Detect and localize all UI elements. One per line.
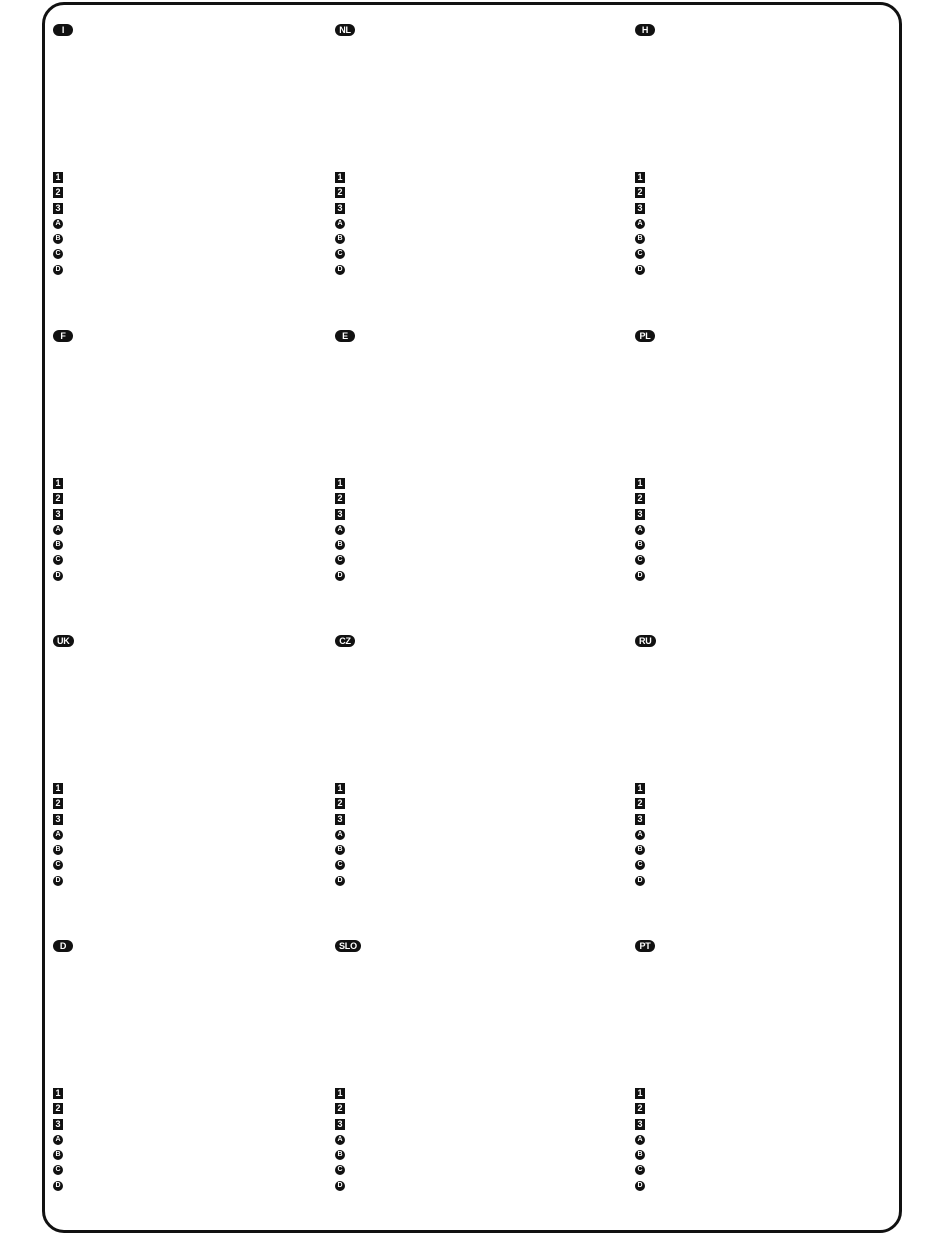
language-section-i [53, 24, 313, 324]
part-letter-marker: A [635, 219, 645, 229]
legend-item [635, 1149, 645, 1164]
step-number-marker: 1 [53, 478, 63, 489]
part-letter-marker: B [53, 845, 63, 855]
part-letter-marker: D [635, 265, 645, 275]
language-badge: H [635, 24, 655, 36]
language-badge: SLO [335, 940, 361, 952]
step-number-marker: 1 [53, 172, 63, 183]
legend-item [335, 248, 345, 263]
part-letter-marker: D [635, 1181, 645, 1191]
legend-item [53, 1180, 63, 1195]
legend-item [335, 172, 345, 187]
legend-item [53, 814, 63, 829]
language-badge: E [335, 330, 355, 342]
step-number-marker: 3 [335, 203, 345, 214]
legend-item [335, 814, 345, 829]
legend-item [635, 798, 645, 813]
legend-item [335, 187, 345, 202]
legend-item [635, 1088, 645, 1103]
legend-item [53, 844, 63, 859]
part-letter-marker: C [53, 1165, 63, 1175]
part-letter-marker: A [53, 1135, 63, 1145]
legend-item [53, 539, 63, 554]
part-letter-marker: C [635, 1165, 645, 1175]
legend-item [635, 509, 645, 524]
language-badge: PT [635, 940, 655, 952]
step-number-marker: 2 [53, 798, 63, 809]
legend-item [635, 814, 645, 829]
language-badge: D [53, 940, 73, 952]
legend-item [53, 478, 63, 493]
language-badge: RU [635, 635, 656, 647]
legend-item [53, 570, 63, 585]
step-number-marker: 3 [635, 1119, 645, 1130]
step-number-marker: 3 [635, 814, 645, 825]
part-letter-marker: C [635, 860, 645, 870]
legend-item [335, 570, 345, 585]
legend-item [335, 203, 345, 218]
language-section-slo [335, 940, 595, 1240]
language-badge: I [53, 24, 73, 36]
legend-item [53, 1149, 63, 1164]
legend-item [335, 1134, 345, 1149]
step-number-marker: 2 [635, 493, 645, 504]
step-number-marker: 2 [635, 187, 645, 198]
legend-item [335, 493, 345, 508]
part-letter-marker: B [53, 1150, 63, 1160]
step-number-marker: 2 [53, 1103, 63, 1114]
part-letter-marker: B [335, 540, 345, 550]
legend-item [335, 844, 345, 859]
part-letter-marker: C [53, 249, 63, 259]
language-badge: F [53, 330, 73, 342]
step-number-marker: 2 [53, 493, 63, 504]
step-number-marker: 2 [335, 493, 345, 504]
step-number-marker: 3 [335, 509, 345, 520]
part-letter-marker: B [635, 1150, 645, 1160]
part-letter-marker: A [53, 830, 63, 840]
legend-list [53, 783, 63, 890]
legend-item [635, 859, 645, 874]
part-letter-marker: A [53, 219, 63, 229]
step-number-marker: 1 [635, 1088, 645, 1099]
legend-item [53, 264, 63, 279]
legend-item [635, 844, 645, 859]
legend-item [53, 1134, 63, 1149]
part-letter-marker: C [335, 555, 345, 565]
legend-item [53, 493, 63, 508]
legend-list [335, 783, 345, 890]
legend-item [635, 172, 645, 187]
step-number-marker: 3 [53, 1119, 63, 1130]
step-number-marker: 1 [635, 172, 645, 183]
legend-list [53, 172, 63, 279]
part-letter-marker: D [53, 265, 63, 275]
legend-item [635, 248, 645, 263]
legend-item [53, 218, 63, 233]
legend-item [335, 218, 345, 233]
legend-item [53, 509, 63, 524]
legend-item [635, 1119, 645, 1134]
legend-item [335, 829, 345, 844]
legend-item [635, 203, 645, 218]
part-letter-marker: C [53, 555, 63, 565]
legend-item [335, 798, 345, 813]
language-badge: PL [635, 330, 655, 342]
step-number-marker: 1 [335, 783, 345, 794]
step-number-marker: 1 [335, 172, 345, 183]
legend-item [335, 1180, 345, 1195]
legend-item [53, 1088, 63, 1103]
step-number-marker: 2 [635, 798, 645, 809]
part-letter-marker: C [635, 249, 645, 259]
legend-list [635, 478, 645, 585]
legend-item [335, 875, 345, 890]
legend-item [53, 172, 63, 187]
part-letter-marker: C [53, 860, 63, 870]
step-number-marker: 3 [635, 203, 645, 214]
part-letter-marker: C [335, 249, 345, 259]
step-number-marker: 1 [635, 478, 645, 489]
legend-list [53, 1088, 63, 1195]
part-letter-marker: B [53, 234, 63, 244]
legend-item [635, 570, 645, 585]
legend-item [335, 859, 345, 874]
part-letter-marker: D [53, 571, 63, 581]
step-number-marker: 1 [635, 783, 645, 794]
legend-item [635, 829, 645, 844]
language-badge: CZ [335, 635, 355, 647]
part-letter-marker: C [335, 1165, 345, 1175]
part-letter-marker: A [335, 525, 345, 535]
step-number-marker: 3 [53, 203, 63, 214]
language-section-f [53, 330, 313, 630]
part-letter-marker: A [335, 219, 345, 229]
language-badge: NL [335, 24, 355, 36]
step-number-marker: 3 [53, 509, 63, 520]
legend-item [335, 478, 345, 493]
legend-item [635, 1164, 645, 1179]
step-number-marker: 3 [635, 509, 645, 520]
legend-item [635, 264, 645, 279]
language-section-ru [635, 635, 895, 935]
legend-item [335, 524, 345, 539]
legend-item [53, 203, 63, 218]
legend-item [335, 264, 345, 279]
legend-item [635, 783, 645, 798]
step-number-marker: 1 [335, 1088, 345, 1099]
part-letter-marker: B [335, 845, 345, 855]
step-number-marker: 2 [635, 1103, 645, 1114]
language-section-pt [635, 940, 895, 1240]
legend-item [335, 783, 345, 798]
legend-item [635, 478, 645, 493]
legend-list [635, 1088, 645, 1195]
language-section-d [53, 940, 313, 1240]
legend-item [635, 554, 645, 569]
legend-item [635, 524, 645, 539]
legend-item [635, 233, 645, 248]
legend-list [335, 478, 345, 585]
part-letter-marker: D [335, 876, 345, 886]
part-letter-marker: A [335, 830, 345, 840]
step-number-marker: 1 [53, 783, 63, 794]
legend-item [53, 859, 63, 874]
language-badge: UK [53, 635, 74, 647]
part-letter-marker: A [635, 1135, 645, 1145]
part-letter-marker: D [53, 876, 63, 886]
legend-list [53, 478, 63, 585]
legend-list [335, 1088, 345, 1195]
part-letter-marker: B [635, 234, 645, 244]
legend-item [635, 493, 645, 508]
language-section-e [335, 330, 595, 630]
legend-item [335, 1103, 345, 1118]
legend-item [53, 233, 63, 248]
legend-list [335, 172, 345, 279]
legend-item [53, 829, 63, 844]
step-number-marker: 2 [335, 798, 345, 809]
language-section-h [635, 24, 895, 324]
legend-item [635, 1180, 645, 1195]
legend-item [635, 1103, 645, 1118]
part-letter-marker: C [335, 860, 345, 870]
part-letter-marker: A [335, 1135, 345, 1145]
step-number-marker: 1 [335, 478, 345, 489]
legend-list [635, 783, 645, 890]
part-letter-marker: A [635, 830, 645, 840]
part-letter-marker: D [53, 1181, 63, 1191]
legend-item [635, 187, 645, 202]
legend-item [635, 218, 645, 233]
legend-item [335, 539, 345, 554]
legend-item [53, 875, 63, 890]
language-section-uk [53, 635, 313, 935]
part-letter-marker: B [335, 1150, 345, 1160]
step-number-marker: 2 [53, 187, 63, 198]
part-letter-marker: D [635, 571, 645, 581]
part-letter-marker: D [335, 571, 345, 581]
legend-item [335, 509, 345, 524]
part-letter-marker: B [635, 540, 645, 550]
legend-item [53, 187, 63, 202]
legend-item [335, 1119, 345, 1134]
legend-item [53, 783, 63, 798]
legend-item [53, 1164, 63, 1179]
step-number-marker: 2 [335, 187, 345, 198]
part-letter-marker: D [635, 876, 645, 886]
part-letter-marker: B [53, 540, 63, 550]
part-letter-marker: D [335, 265, 345, 275]
legend-item [335, 1149, 345, 1164]
language-section-nl [335, 24, 595, 324]
legend-item [53, 554, 63, 569]
legend-item [335, 554, 345, 569]
language-section-pl [635, 330, 895, 630]
step-number-marker: 3 [335, 814, 345, 825]
part-letter-marker: A [635, 525, 645, 535]
part-letter-marker: A [53, 525, 63, 535]
part-letter-marker: B [635, 845, 645, 855]
legend-item [335, 1164, 345, 1179]
step-number-marker: 3 [53, 814, 63, 825]
part-letter-marker: C [635, 555, 645, 565]
legend-item [53, 524, 63, 539]
step-number-marker: 3 [335, 1119, 345, 1130]
part-letter-marker: B [335, 234, 345, 244]
language-section-cz [335, 635, 595, 935]
legend-list [635, 172, 645, 279]
legend-item [635, 875, 645, 890]
legend-item [53, 248, 63, 263]
part-letter-marker: D [335, 1181, 345, 1191]
legend-item [635, 539, 645, 554]
legend-item [335, 1088, 345, 1103]
legend-item [335, 233, 345, 248]
legend-item [53, 798, 63, 813]
step-number-marker: 1 [53, 1088, 63, 1099]
legend-item [53, 1103, 63, 1118]
legend-item [53, 1119, 63, 1134]
step-number-marker: 2 [335, 1103, 345, 1114]
legend-item [635, 1134, 645, 1149]
